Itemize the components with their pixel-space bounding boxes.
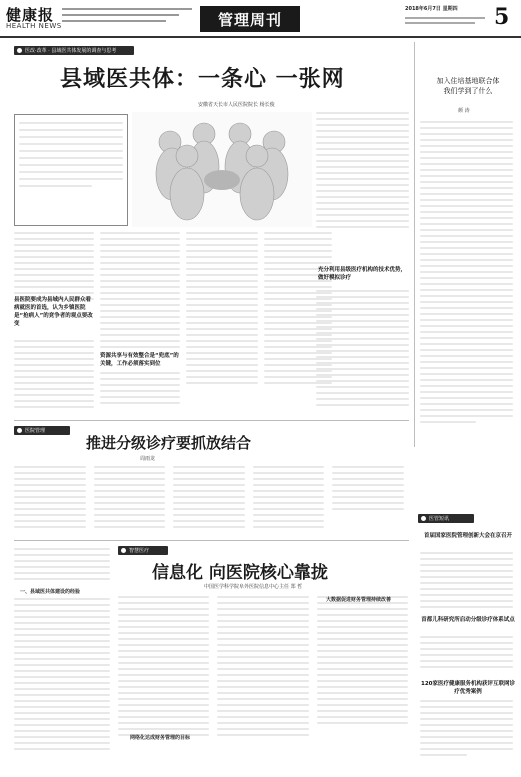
right-top-title-line1: 加入住培基地联合体	[436, 77, 500, 85]
brief-body-2	[420, 636, 513, 672]
right-top-title-line2: 我们学到了什么	[443, 87, 493, 95]
right-mid-tag	[418, 514, 474, 523]
page-number: 5	[494, 4, 510, 30]
right-top-text	[420, 121, 513, 427]
brief-title-1: 首届国家医院管理创新大会在京召开	[423, 533, 512, 539]
teamwork-illustration	[132, 112, 312, 227]
bullet-icon	[17, 428, 22, 433]
section3-tag	[118, 546, 168, 555]
brief-title-2: 首都儿科研究所启动分级诊疗体系试点	[421, 617, 515, 623]
section3-col1	[14, 598, 110, 754]
subhead-b: 资源共享与有效整合是“兜底”的关键，工作必须落实到位	[100, 353, 179, 367]
body-col-1b	[14, 340, 94, 412]
right-top-title	[420, 76, 516, 96]
column-divider	[414, 42, 415, 447]
side-subhead-1: 一、县域医共体建设的经验	[20, 589, 81, 595]
section3-body	[118, 596, 408, 736]
body-col-1	[14, 232, 94, 304]
masthead: 健康报	[6, 6, 55, 24]
main-headline: 县域医共体：一条心 一张网	[60, 66, 345, 92]
section3-intro	[14, 548, 110, 584]
bullet-icon	[121, 548, 126, 553]
right-mid-tag-label: 医管短讯	[429, 516, 450, 522]
top-tag	[14, 46, 134, 55]
header-date	[405, 6, 495, 24]
section2-tag-label: 医院管理	[25, 428, 46, 434]
intro-text	[19, 122, 123, 192]
subhead-c: 充分利用县级医疗机构的技术优势，做好模拟诊疗	[318, 267, 407, 281]
body-col-2	[100, 232, 180, 352]
side-subhead-3: 网络化达成财务管理的目标	[130, 735, 191, 741]
section3-byline: 中国医学科学院阜外医院信息中心主任 郑 哲	[204, 584, 303, 590]
body-col-5b	[316, 290, 409, 410]
section2-body	[14, 466, 404, 528]
section-divider	[14, 420, 409, 421]
brief-body-3	[420, 700, 513, 760]
date-line: 2018年6月7日 星期四	[405, 6, 458, 12]
brief-body-1	[420, 552, 513, 612]
section2-headline: 推进分级诊疗要抓放结合	[86, 434, 252, 452]
main-byline: 安徽省天长市人民医院院长 杨长俊	[198, 102, 275, 108]
body-col-3	[186, 232, 258, 388]
subhead-a: 县医院要成为县域内人民群众看病就医的首选，认为乡镇医院是“抢病人”的竞争者的观点要改变	[14, 297, 93, 327]
right-top-author: 颜 涛	[458, 108, 470, 114]
header-contact	[62, 6, 192, 22]
side-subhead-2: 大数据促进财务管理持续改善	[326, 597, 392, 603]
top-tag-label: 医改·改革 · 县域医共体发展的调查与思考	[25, 48, 117, 54]
bullet-icon	[17, 48, 22, 53]
brief-title-3: 120家医疗健康服务机构获评互联网诊疗优秀案例	[421, 681, 515, 695]
section2-tag	[14, 426, 70, 435]
section-title: 管理周刊	[200, 6, 300, 32]
section2-byline: 周雨龙	[140, 456, 156, 462]
section3-tag-label: 智慧医疗	[129, 548, 150, 554]
body-col-5	[316, 112, 409, 232]
section3-headline: 信息化 向医院核心靠拢	[152, 563, 328, 583]
masthead-sub: HEALTH NEWS	[6, 22, 62, 30]
bullet-icon	[421, 516, 426, 521]
section-divider-2	[14, 540, 409, 541]
body-col-2b	[100, 372, 180, 408]
